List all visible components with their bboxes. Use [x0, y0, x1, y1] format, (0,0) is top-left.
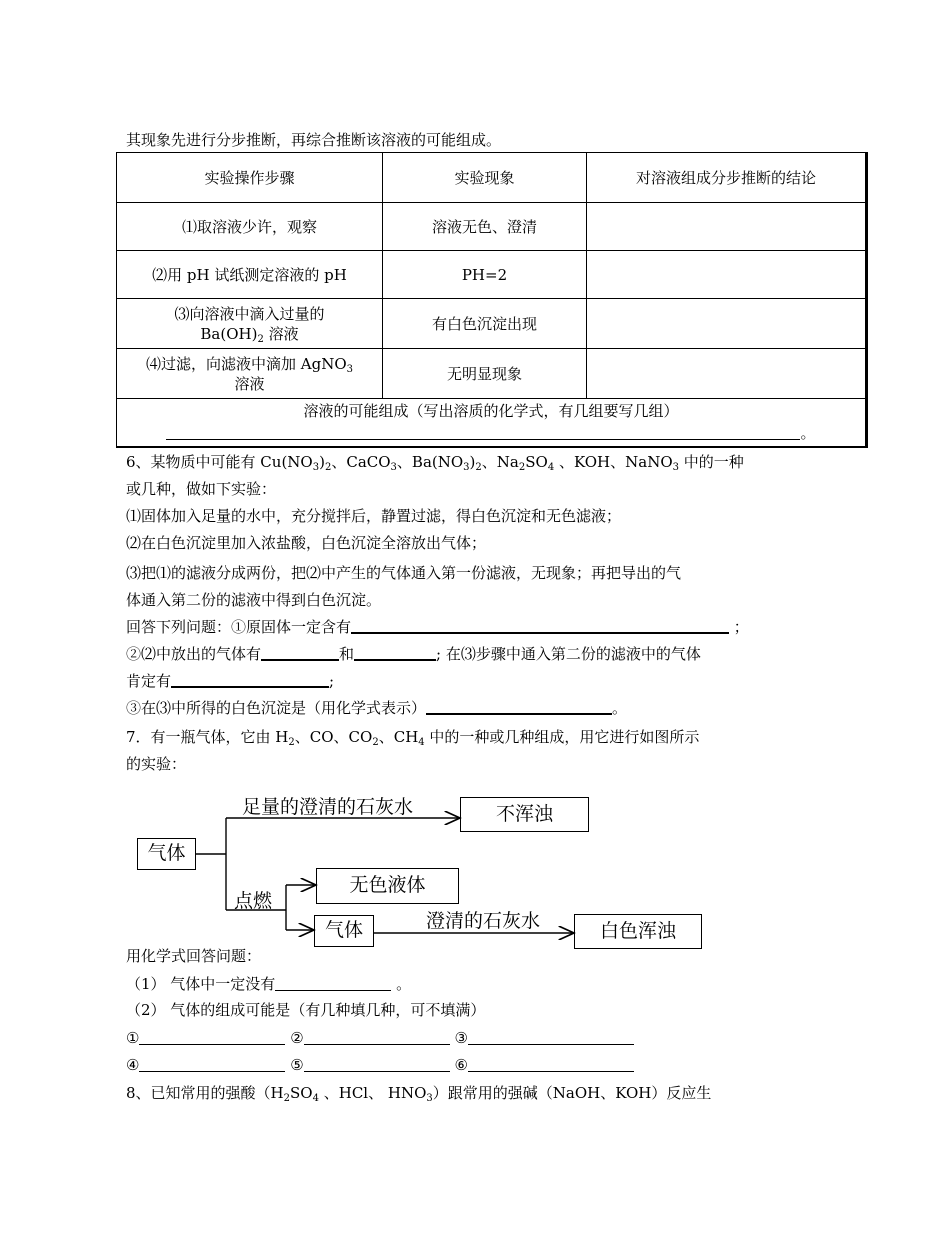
q7-line1: 7．有一瓶气体，它由 $H_2$、CO、$CO_2$、$CH_4$ 中的一种或几种组成，用它进行如图所示 — [126, 728, 700, 748]
answer-blank[interactable] — [139, 1056, 285, 1072]
top-arrow-label: 足量的澄清的石灰水 — [242, 796, 414, 818]
q7-line2: 的实验： — [126, 755, 187, 773]
step-cell: ⑴取溶液少许，观察 — [117, 203, 383, 251]
q7-options-row2: ④ ⑤ ⑥ — [126, 1055, 634, 1075]
bottom-gas-box: 气体 — [314, 915, 374, 947]
q6-step3: ⑶把⑴的滤液分成两份，把⑵中产生的气体通入第一份滤液，无现象；再把导出的气 — [126, 564, 682, 582]
phenomenon-cell: PH=2 — [383, 251, 587, 299]
q6-answer3: ③在⑶中所得的白色沉淀是（用化学式表示） 。 — [126, 699, 628, 717]
q6-answer2: ②⑵中放出的气体有 和 ; 在⑶步骤中通入第二份的滤液中的气体 — [126, 645, 701, 663]
q7-answer-intro: 用化学式回答问题： — [126, 947, 262, 965]
gas-box: 气体 — [137, 838, 196, 870]
answer-blank[interactable] — [468, 1029, 634, 1045]
answer-blank[interactable] — [275, 975, 391, 991]
q6-step2: ⑵在白色沉淀里加入浓盐酸，白色沉淀全溶放出气体； — [126, 534, 487, 552]
phenomenon-cell: 无明显现象 — [383, 349, 587, 399]
q6-step3-cont: 体通入第二份的滤液中得到白色沉淀。 — [126, 591, 382, 609]
bottom-arrow-label: 澄清的石灰水 — [426, 910, 541, 932]
answer-blank[interactable] — [468, 1056, 634, 1072]
intro-text: 其现象先进行分步推断，再综合推断该溶液的可能组成。 — [126, 131, 502, 149]
q7-sub1: （1） 气体中一定没有 。 — [126, 975, 412, 993]
ignite-label: 点燃 — [234, 890, 273, 912]
top-result-box: 不浑浊 — [460, 797, 589, 832]
mid-result-box: 无色液体 — [316, 868, 459, 904]
bottom-result-box: 白色浑浊 — [574, 914, 702, 949]
q6-answer1: 回答下列问题：①原固体一定含有 ； — [126, 618, 749, 636]
step-cell: ⑶向溶液中滴入过量的 $Ba(OH)_2$ 溶液 — [117, 299, 383, 349]
answer-blank[interactable] — [139, 1029, 285, 1045]
header-conclusion: 对溶液组成分步推断的结论 — [587, 153, 867, 203]
answer-blank[interactable] — [304, 1056, 450, 1072]
step-cell: ⑵用 pH 试纸测定溶液的 pH — [117, 251, 383, 299]
header-phenomenon: 实验现象 — [383, 153, 587, 203]
phenomenon-cell: 有白色沉淀出现 — [383, 299, 587, 349]
answer-blank[interactable] — [304, 1029, 450, 1045]
phenomenon-cell: 溶液无色、澄清 — [383, 203, 587, 251]
q7-sub2: （2） 气体的组成可能是（有几种填几种，可不填满） — [126, 1001, 486, 1019]
composition-cell: 溶液的可能组成（写出溶质的化学式，有几组要写几组） 。 — [117, 399, 867, 447]
q6-step1: ⑴固体加入足量的水中，充分搅拌后，静置过滤，得白色沉淀和无色滤液； — [126, 507, 622, 525]
step-cell: ⑷过滤，向滤液中滴加 AgNO$_3$ 溶液 — [117, 349, 383, 399]
q7-options-row1: ① ② ③ — [126, 1028, 634, 1048]
q8-line1: 8、已知常用的强酸（$H_2SO_4$ 、HCl、 $HNO_3$）跟常用的强碱（NaOH、KOH）反应生 — [126, 1084, 712, 1104]
header-steps: 实验操作步骤 — [117, 153, 383, 203]
q6-line2: 或几种，做如下实验： — [126, 480, 277, 498]
q6-answer2-cont: 肯定有 ; — [126, 672, 335, 690]
q6-line1: 6、某物质中可能有 $Cu(NO_3)_2$、CaCO$_3$、$Ba(NO_3)_2$、$Na_2SO_4$ 、KOH、NaNO$_3$ 中的一种 — [126, 453, 744, 473]
composition-prompt: 溶液的可能组成（写出溶质的化学式，有几组要写几组） — [303, 402, 679, 421]
